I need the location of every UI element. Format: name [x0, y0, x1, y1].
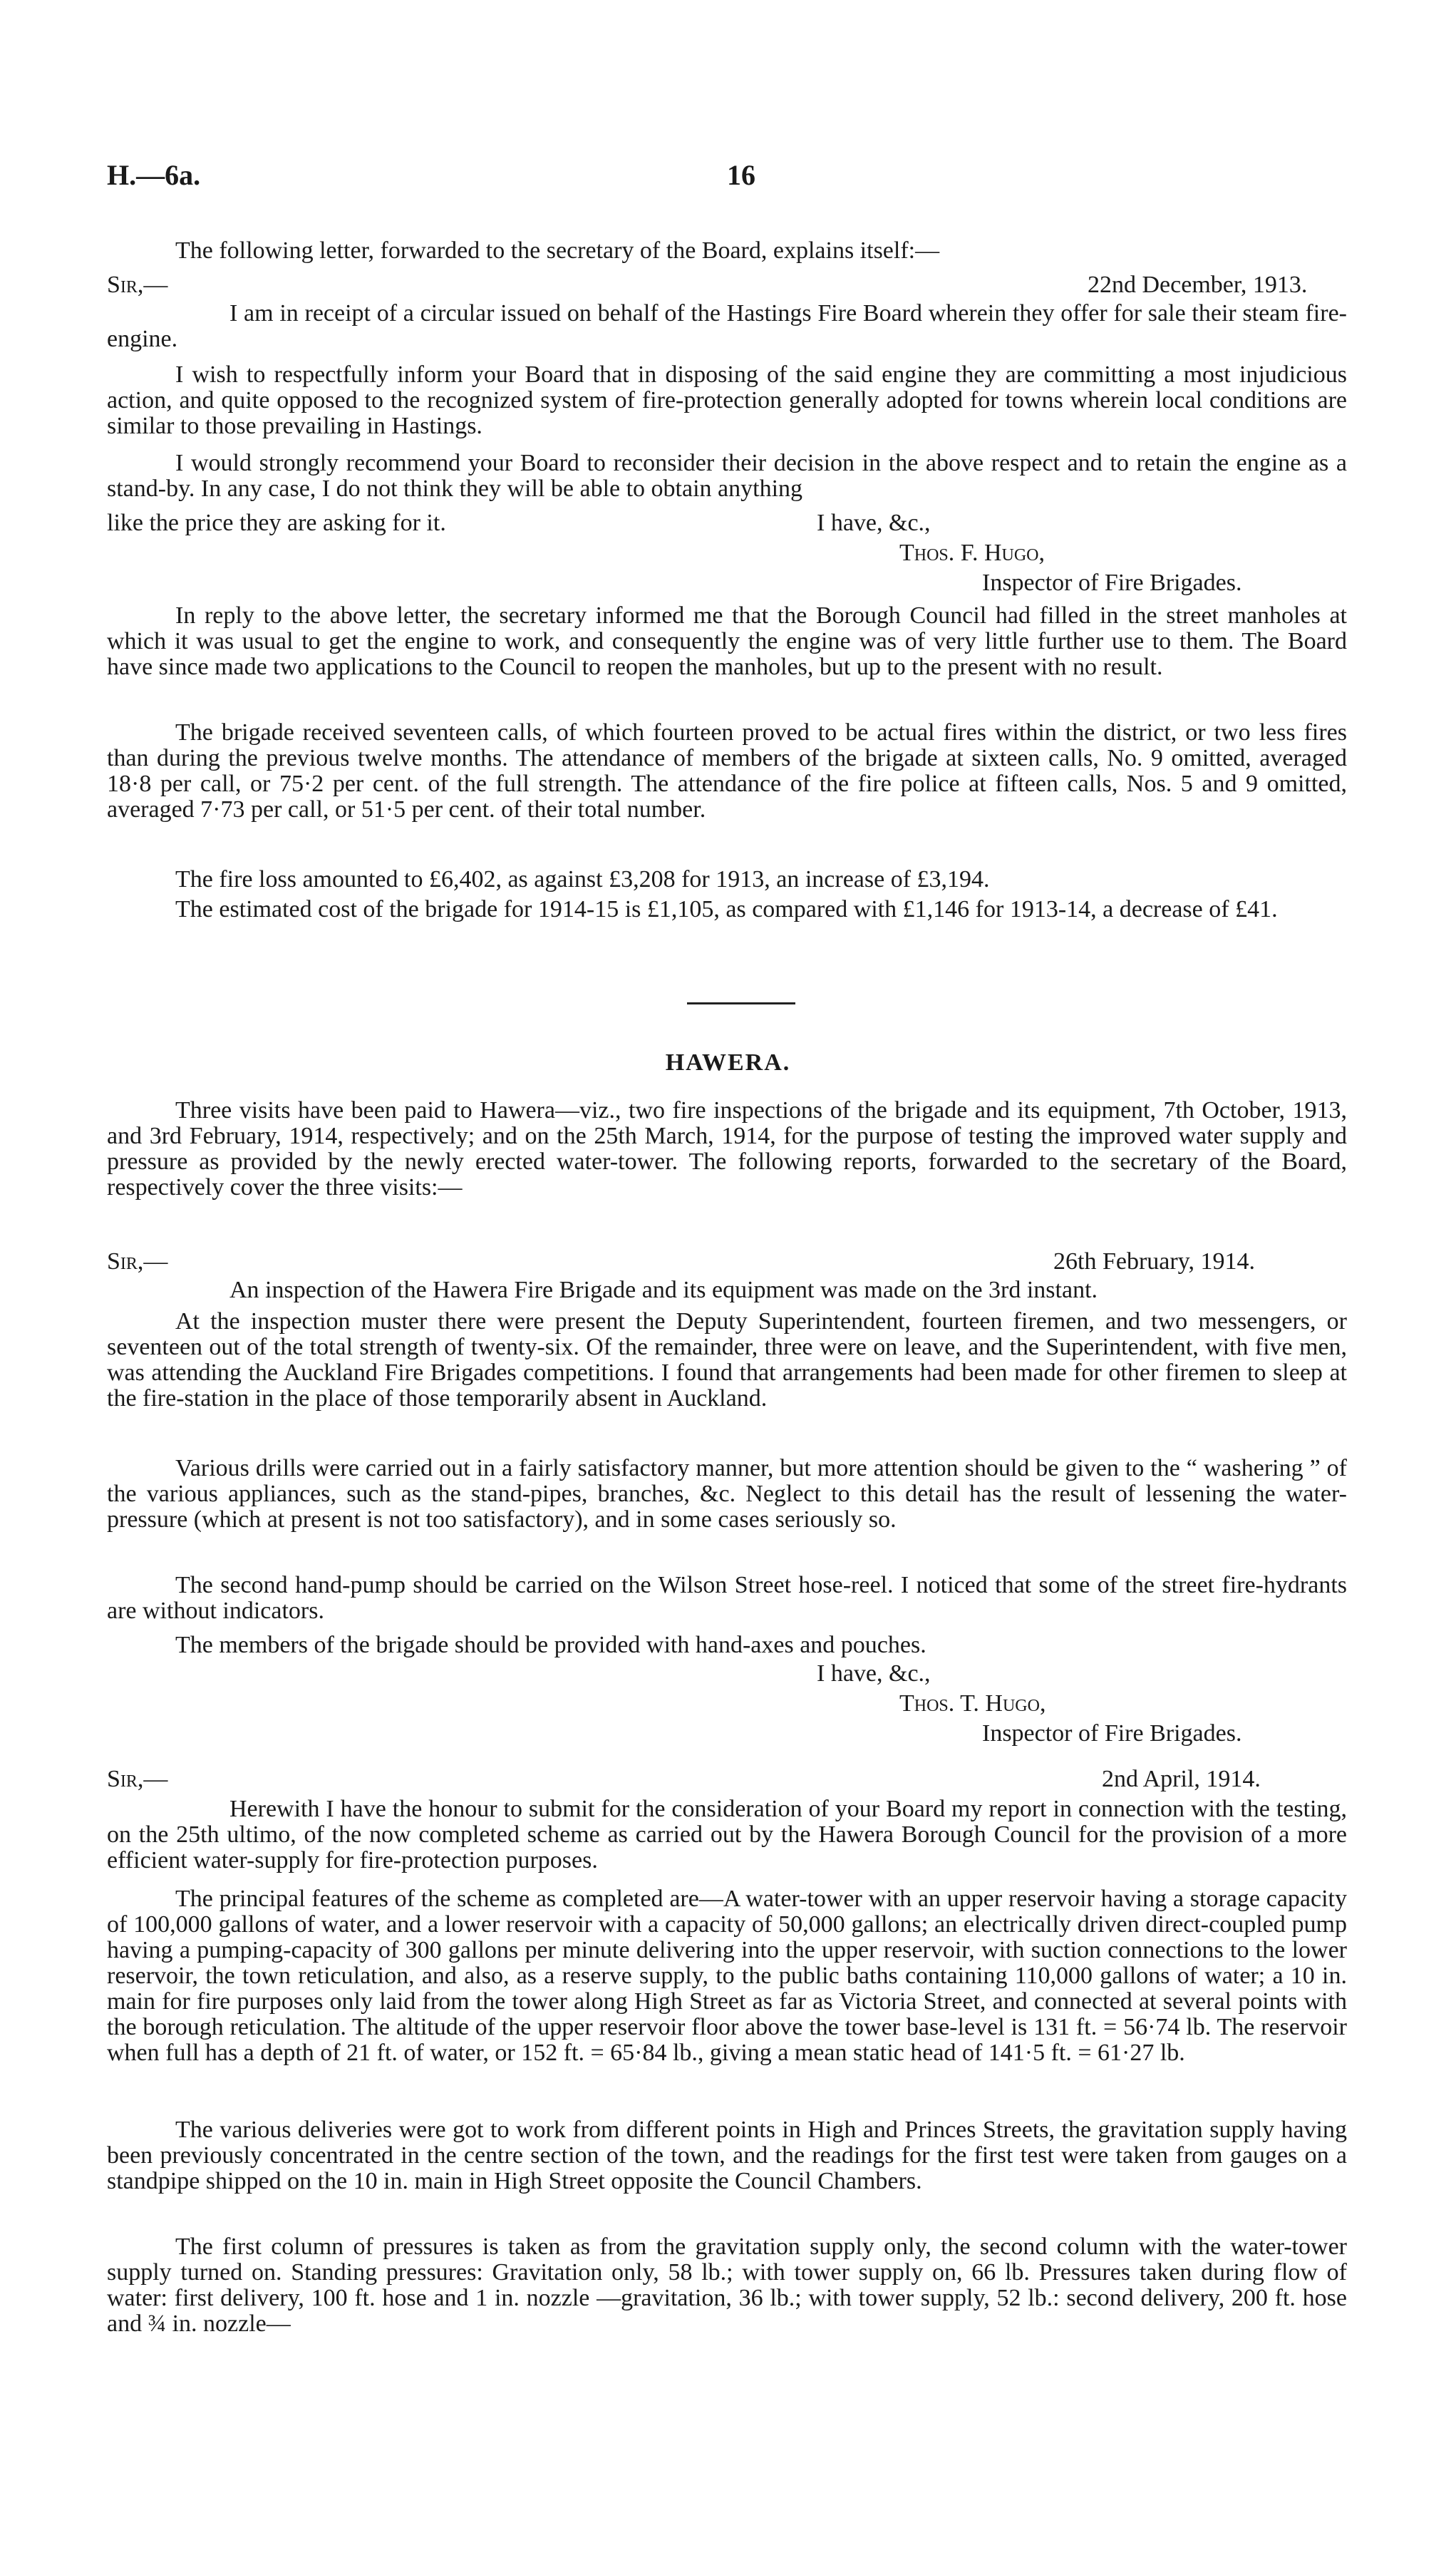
- hastings-signature: Thos. F. Hugo,: [899, 540, 1045, 566]
- hastings-paragraph-2: I wish to respectfully inform your Board that in disposing of the said engine they are committing a most injudicious action, and quite opposed to the recognized system of fire-protection generally adopted for towns wherein local conditions are similar to those prevailing in Hastings.: [107, 361, 1347, 439]
- hastings-signatory-title: Inspector of Fire Brigades.: [982, 570, 1242, 596]
- hawera-letter1-salutation: Sir,—: [107, 1248, 168, 1275]
- hawera-letter2-date: 2nd April, 1914.: [1102, 1766, 1261, 1792]
- hawera-letter2-paragraph-4: The first column of pressures is taken as from the gravitation supply only, the second column with the water-tower supply turned on. Standing pressures: Gravitation only, 58 lb.; with tower supply on, 66 lb. Pressures taken during flow of water: first delivery, 100 ft. hose and 1 in. nozzle —gravitation, 36 lb.; with tower supply, 52 lb.: second delivery, 200 ft. hose and ¾ in. nozzle—: [107, 2233, 1347, 2337]
- hawera-letter2-paragraph-2: The principal features of the scheme as completed are—A water-tower with an upper reservoir having a storage capacity of 100,000 gallons of water, and a lower reservoir with a capacity of 50,000 gallons; an electrically driven direct-coupled pump having a pumping-capacity of 300 gallons per minute delivering into the upper reservoir, with suction connections to the lower reservoir, the town reticulation, and also, as a reserve supply, to the public baths containing 110,000 gallons of water; a 10 in. main for fire purposes only laid from the tower along High Street as far as Victoria Street, and connected at several points with the borough reticulation. The altitude of the upper reservoir floor above the tower base-level is 131 ft. = 56·74 lb. The reservoir when full has a depth of 21 ft. of water, or 152 ft. = 65·84 lb., giving a mean static head of 141·5 ft. = 61·27 lb.: [107, 1886, 1347, 2066]
- hastings-body-paragraph-2: The brigade received seventeen calls, of which fourteen proved to be actual fires within the district, or two less fires than during the previous twelve months. The attendance of members of the brigade at sixteen calls, No. 9 omitted, averaged 18·8 per call, or 75·2 per cent. of the full strength. The attendance of the fire police at fifteen calls, Nos. 5 and 9 omitted, averaged 7·73 per call, or 51·5 per cent. of their total number.: [107, 719, 1347, 823]
- hawera-letter2-paragraph-3: The various deliveries were got to work from different points in High and Princes Streets, the gravitation supply having been previously concentrated in the centre section of the town, and the readings for the first test were taken from gauges on a standpipe shipped on the 10 in. main in High Street opposite the Council Chambers.: [107, 2117, 1347, 2194]
- hawera-letter1-date: 26th February, 1914.: [1053, 1248, 1255, 1275]
- hastings-body-paragraph-4: The estimated cost of the brigade for 1914-15 is £1,105, as compared with £1,146 for 1913-14, a decrease of £41.: [175, 896, 1278, 922]
- hawera-letter1-paragraph-5: The members of the brigade should be provided with hand-axes and pouches.: [175, 1632, 926, 1658]
- hastings-body-paragraph-3: The fire loss amounted to £6,402, as against £3,208 for 1913, an increase of £3,194.: [175, 866, 990, 893]
- hastings-paragraph-3-last-line: like the price they are asking for it.: [107, 510, 446, 536]
- hastings-salutation: Sir,—: [107, 272, 168, 298]
- hawera-letter2-paragraph-1: Herewith I have the honour to submit for the consideration of your Board my report in connection with the testing, on the 25th ultimo, of the now completed scheme as carried out by the Hawera Borough Council for the provision of a more efficient water-supply for fire-protection purposes.: [107, 1796, 1347, 1873]
- hastings-paragraph-1: I am in receipt of a circular issued on behalf of the Hastings Fire Board wherein they offer for sale their steam fire-engine.: [107, 300, 1347, 352]
- section-heading-hawera: HAWERA.: [665, 1049, 791, 1076]
- hawera-letter1-paragraph-4: The second hand-pump should be carried on the Wilson Street hose-reel. I noticed that some of the street fire-hydrants are without indicators.: [107, 1572, 1347, 1624]
- hawera-letter2-salutation: Sir,—: [107, 1766, 168, 1792]
- hawera-letter1-paragraph-1: An inspection of the Hawera Fire Brigade and its equipment was made on the 3rd instant.: [229, 1277, 1098, 1303]
- hastings-letter-date: 22nd December, 1913.: [1088, 272, 1308, 298]
- section-divider: [687, 1002, 795, 1004]
- hawera-letter1-closing: I have, &c.,: [817, 1660, 931, 1687]
- hawera-letter1-signatory-title: Inspector of Fire Brigades.: [982, 1720, 1242, 1747]
- page-number: 16: [727, 159, 755, 191]
- hastings-paragraph-3: I would strongly recommend your Board to reconsider their decision in the above respect and to retain the engine as a stand-by. In any case, I do not think they will be able to obtain anything: [107, 450, 1347, 502]
- document-reference: H.—6a.: [107, 159, 201, 191]
- hawera-letter1-signature: Thos. T. Hugo,: [899, 1690, 1046, 1717]
- hastings-intro: The following letter, forwarded to the secretary of the Board, explains itself:—: [175, 237, 940, 264]
- hawera-letter1-paragraph-2: At the inspection muster there were present the Deputy Superintendent, fourteen firemen, and two messengers, or seventeen out of the total strength of twenty-six. Of the remainder, three were on leave, and the Superintendent, with five men, was attending the Auckland Fire Brigades competitions. I found that arrangements had been made for other firemen to sleep at the fire-station in the place of those temporarily absent in Auckland.: [107, 1308, 1347, 1412]
- hawera-intro: Three visits have been paid to Hawera—viz., two fire inspections of the brigade and its equipment, 7th October, 1913, and 3rd February, 1914, respectively; and on the 25th March, 1914, for the purpose of testing the improved water supply and pressure as provided by the newly erected water-tower. The following reports, forwarded to the secretary of the Board, respectively cover the three visits:—: [107, 1097, 1347, 1201]
- hawera-letter1-paragraph-3: Various drills were carried out in a fairly satisfactory manner, but more attention should be given to the “ washering ” of the various appliances, such as the stand-pipes, branches, &c. Neglect to this detail has the result of lessening the water-pressure (which at present is not too satisfactory), and in some cases seriously so.: [107, 1455, 1347, 1533]
- hastings-body-paragraph-1: In reply to the above letter, the secretary informed me that the Borough Council had filled in the street manholes at which it was usual to get the engine to work, and consequently the engine was of very little further use to them. The Board have since made two applications to the Council to reopen the manholes, but up to the present with no result.: [107, 602, 1347, 680]
- hastings-closing: I have, &c.,: [817, 510, 931, 536]
